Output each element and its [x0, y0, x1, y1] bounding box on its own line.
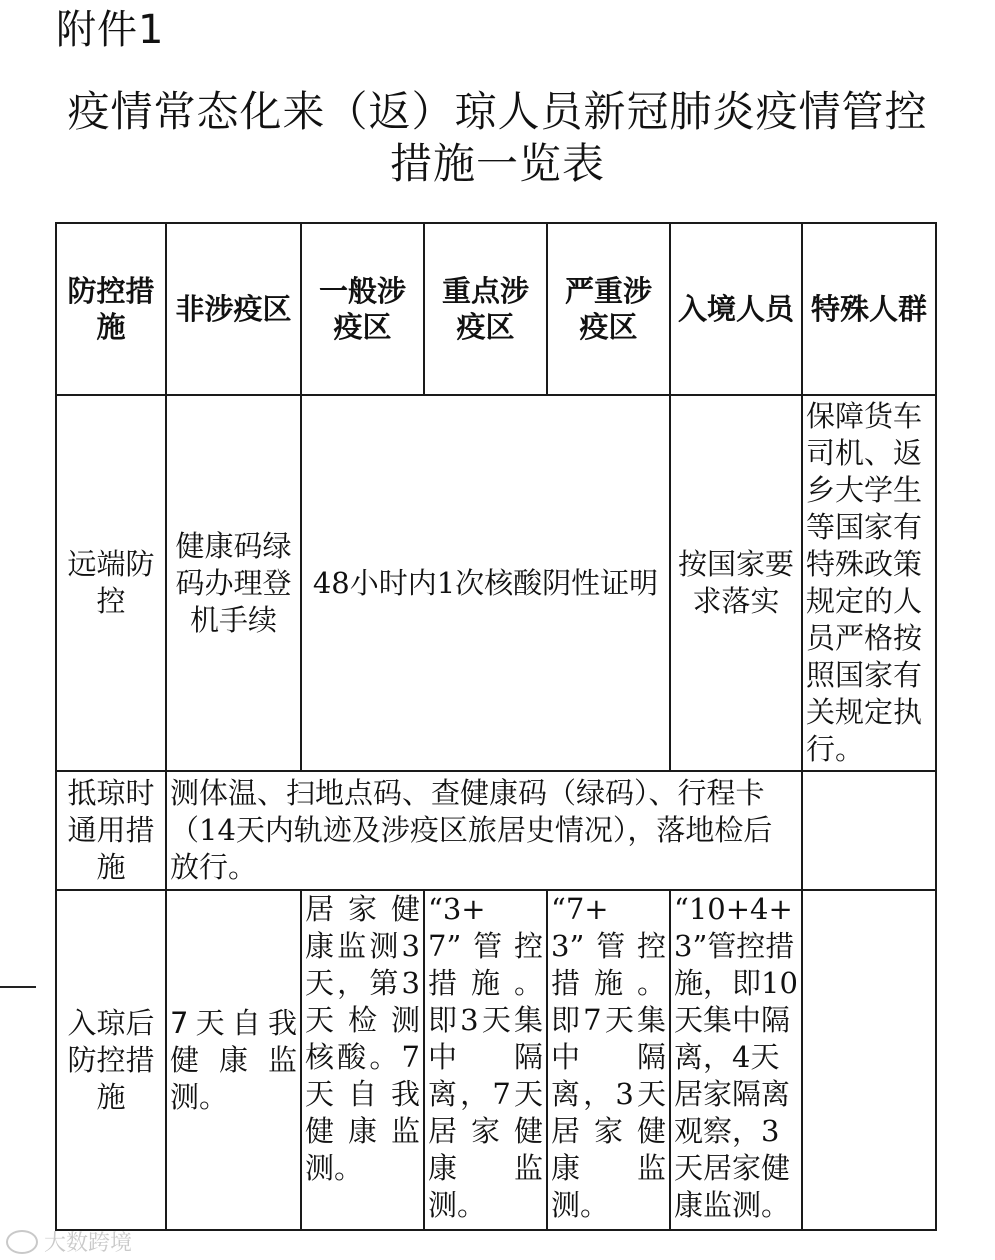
after-inbound: “10+4+3”管控措施，即10天集中隔离，4天居家隔离观察，3天居家健康监测。: [670, 890, 802, 1230]
title-line-2: 措施一览表: [389, 139, 605, 188]
title-line-1: 疫情常态化来（返）琼人员新冠肺炎疫情管控: [67, 87, 928, 136]
header-measure: 防控措施: [56, 223, 166, 395]
after-severe: “7+3”管控措施。即7天集中隔离，3天居家健康监测。: [547, 890, 670, 1230]
after-key: “3+7”管控措施。即3天集中隔离，7天居家健康监测。: [424, 890, 547, 1230]
document-title: [20, 86, 975, 190]
watermark: [6, 1226, 132, 1257]
remote-merged: 48小时内1次核酸阴性证明: [301, 395, 670, 771]
after-non-risk: 7天自我健康监测。: [166, 890, 301, 1230]
remote-special: 保障货车司机、返乡大学生等国家有特殊政策规定的人员严格按照国家有关规定执行。: [802, 395, 936, 771]
remote-inbound: 按国家要求落实: [670, 395, 802, 771]
header-row: [56, 223, 936, 395]
after-special-empty: [802, 890, 936, 1230]
measures-table: [55, 222, 937, 1231]
row-after: [56, 890, 936, 1230]
arrival-label: 抵琼时通用措施: [56, 771, 166, 890]
watermark-logo-icon: [6, 1230, 38, 1254]
header-special: 特殊人群: [802, 223, 936, 395]
header-key: 重点涉疫区: [424, 223, 547, 395]
row-arrival: [56, 771, 936, 890]
attachment-label: 附件1: [56, 7, 165, 53]
remote-label: 远端防控: [56, 395, 166, 771]
header-inbound: 入境人员: [670, 223, 802, 395]
arrival-special-empty: [802, 771, 936, 890]
watermark-text: 大数跨境: [44, 1231, 133, 1256]
header-non-risk: 非涉疫区: [166, 223, 301, 395]
remote-non-risk: 健康码绿码办理登机手续: [166, 395, 301, 771]
row-remote: [56, 395, 936, 771]
margin-mark: [0, 986, 36, 988]
arrival-merged: 测体温、扫地点码、查健康码（绿码）、行程卡（14天内轨迹及涉疫区旅居史情况），落地检后放行。: [166, 771, 802, 890]
after-label: 入琼后防控措施: [56, 890, 166, 1230]
after-general: 居家健康监测3天，第3天检测核酸。7天自我健康监测。: [301, 890, 424, 1230]
header-general: 一般涉疫区: [301, 223, 424, 395]
header-severe: 严重涉疫区: [547, 223, 670, 395]
